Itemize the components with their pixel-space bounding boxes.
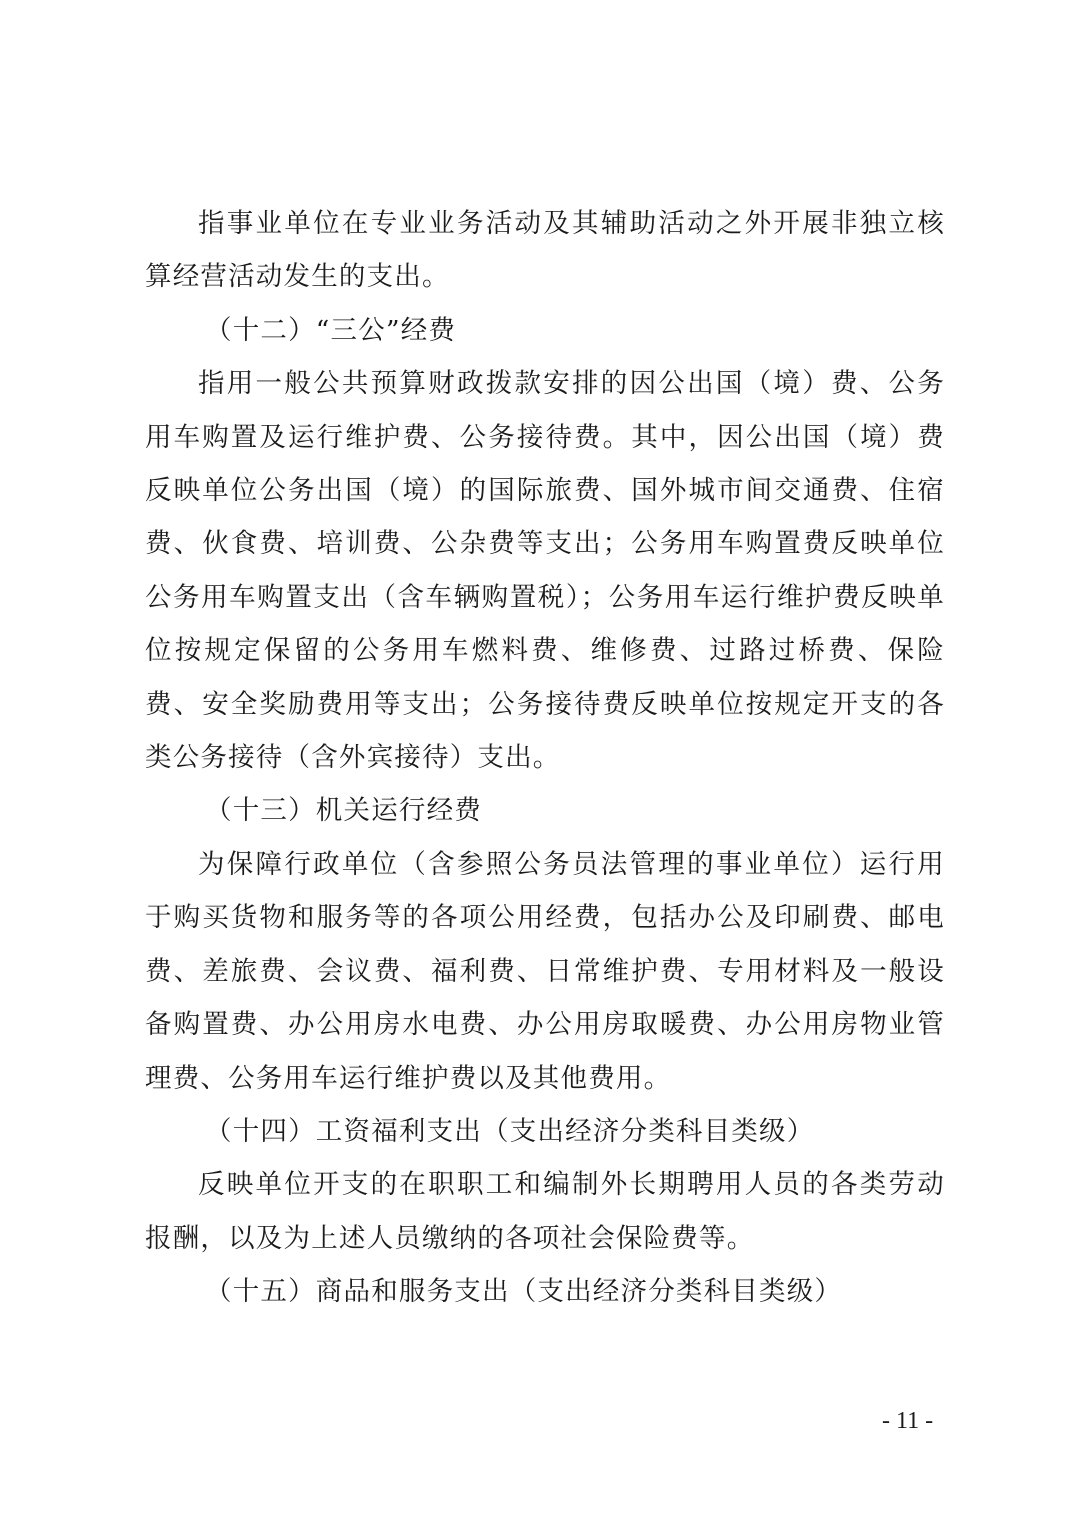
heading-section-15: （十五）商品和服务支出（支出经济分类科目类级） <box>205 1276 843 1308</box>
paragraph-three-public-expenses: 指用一般公共预算财政拨款安排的因公出国（境）费、公务用车购置及运行维护费、公务接待费。其中，因公出国（境）费反映单位公务出国（境）的国际旅费、国外城市间交通费、住宿费、伙食费、培训费、公杂费等支出；公务用车购置费反映单位公务用车购置支出（含车辆购置税）；公务用车运行维护费反映单位按规定保留的公务用车燃料费、维修费、过路过桥费、保险费、安全奖励费用等支出；公务接待费反映单位按规定开支的各类公务接待（含外宾接待）支出。 <box>145 368 945 774</box>
document-body <box>145 197 945 1319</box>
heading-section-13: （十三）机关运行经费 <box>205 795 482 827</box>
paragraph-business-expense: 指事业单位在专业业务活动及其辅助活动之外开展非独立核算经营活动发生的支出。 <box>145 208 945 293</box>
heading-section-14: （十四）工资福利支出（支出经济分类科目类级） <box>205 1115 815 1147</box>
heading-section-12: （十二）“三公”经费 <box>205 314 457 346</box>
paragraph-operating-expenses: 为保障行政单位（含参照公务员法管理的事业单位）运行用于购买货物和服务等的各项公用经费，包括办公及印刷费、邮电费、差旅费、会议费、福利费、日常维护费、专用材料及一般设备购置费、办公用房水电费、办公用房取暖费、办公用房物业管理费、公务用车运行维护费以及其他费用。 <box>145 848 945 1094</box>
page-number: - 11 - <box>882 1408 934 1434</box>
paragraph-salary-welfare: 反映单位开支的在职职工和编制外长期聘用人员的各类劳动报酬，以及为上述人员缴纳的各项社会保险费等。 <box>145 1169 945 1254</box>
